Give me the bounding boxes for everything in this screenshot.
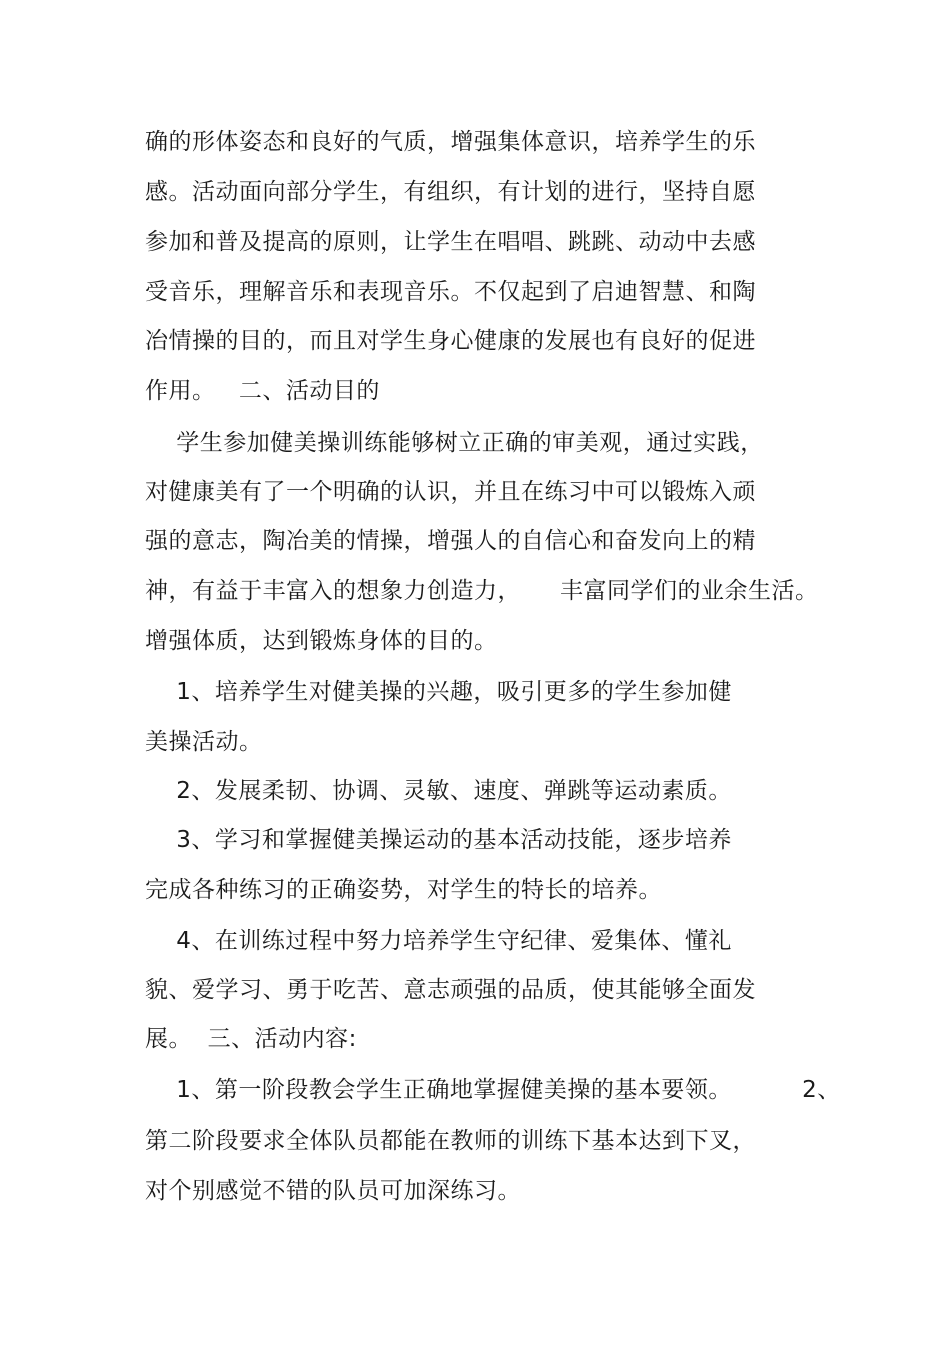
text-line: 增强体质，达到锻炼身体的目的。	[145, 628, 498, 654]
text-line: 确的形体姿态和良好的气质，增强集体意识，培养学生的乐	[145, 129, 756, 155]
text-line: 第二阶段要求全体队员都能在教师的训练下基本达到下叉，	[145, 1128, 756, 1154]
text-line: 强的意志，陶冶美的情操，增强人的自信心和奋发向上的精	[145, 528, 756, 554]
text-line: 对健康美有了一个明确的认识，并且在练习中可以锻炼入顽	[145, 479, 756, 505]
text-line: 貌、爱学习、勇于吃苦、意志顽强的品质，使其能够全面发	[145, 977, 756, 1003]
text-line: 学生参加健美操训练能够树立正确的审美观，通过实践，	[145, 430, 764, 456]
text-line: 美操活动。	[145, 729, 263, 755]
text-line: 1、培养学生对健美操的兴趣，吸引更多的学生参加健	[145, 679, 732, 705]
text-line: 受音乐，理解音乐和表现音乐。不仅起到了启迪智慧、和陶	[145, 279, 756, 305]
text-line: 作用。 二、活动目的	[145, 378, 380, 404]
text-line: 2、发展柔韧、协调、灵敏、速度、弹跳等运动素质。	[145, 778, 732, 804]
text-line: 展。 三、活动内容:	[145, 1026, 357, 1052]
text-line: 参加和普及提高的原则，让学生在唱唱、跳跳、动动中去感	[145, 229, 756, 255]
text-line: 1、第一阶段教会学生正确地掌握健美操的基本要领。 2、	[145, 1077, 841, 1103]
text-line: 4、在训练过程中努力培养学生守纪律、爱集体、懂礼	[145, 928, 732, 954]
text-line: 3、学习和掌握健美操运动的基本活动技能，逐步培养	[145, 827, 732, 853]
text-line: 感。活动面向部分学生，有组织，有计划的进行，坚持自愿	[145, 179, 756, 205]
text-line: 神，有益于丰富入的想象力创造力， 丰富同学们的业余生活。	[145, 578, 819, 604]
text-line: 冶情操的目的，而且对学生身心健康的发展也有良好的促进	[145, 328, 756, 354]
text-line: 完成各种练习的正确姿势，对学生的特长的培养。	[145, 877, 662, 903]
text-line: 对个别感觉不错的队员可加深练习。	[145, 1178, 521, 1204]
